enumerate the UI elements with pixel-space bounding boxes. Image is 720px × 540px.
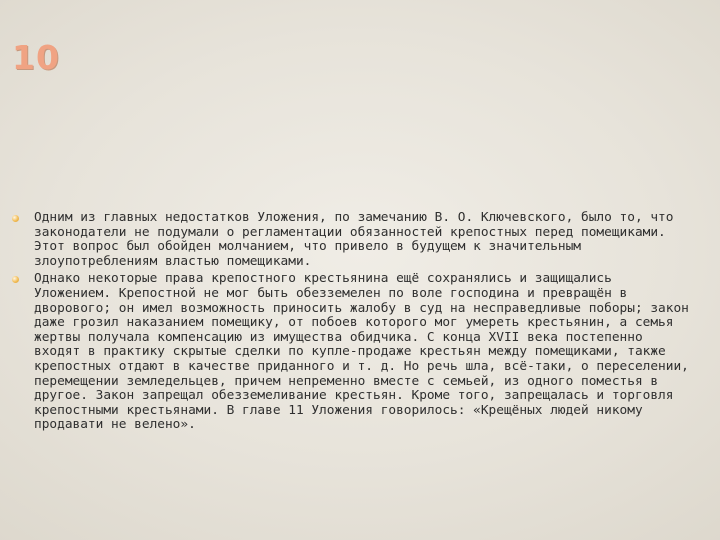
- bullet-item: [0, 272, 690, 433]
- bullet-dot-icon: [12, 215, 19, 222]
- slide-number-title: 10: [12, 38, 60, 77]
- bullet-list: [0, 211, 690, 436]
- bullet-text: Одним из главных недостатков Уложения, по замечанию В. О. Ключевского, было то, что законодатели не подумали о регламентации обязанностей крепостных перед помещиками. Этот вопрос был обойден молчанием, что привело в будущем к значительным злоупотреблениям властью помещиками.: [34, 210, 674, 269]
- bullet-item: [0, 211, 690, 269]
- bullet-dot-icon: [12, 276, 19, 283]
- bullet-text: Однако некоторые права крепостного крестьянина ещё сохранялись и защищались Уложением. Крепостной не мог быть обезземелен по воле господина и превращён в дворового; он имел возможность приносить жалобу в суд на несправедливые поборы; закон даже грозил наказанием помещику, от побоев которого мог умереть крестьянин, а семья жертвы получала компенсацию из имущества обидчика. С конца XVII века постепенно входят в практику скрытые сделки по купле-продаже крестьян между помещиками, также крепостных отдают в качестве приданного и т. д. Но речь шла, всё-таки, о переселении, перемещении земледельцев, причем непременно вместе с семьей, из одного поместья в другое. Закон запрещал обезземеливание крестьян. Кроме того, запрещалась и торговля крепостными крестьянами. В главе 11 Уложения говорилось: «Крещёных людей никому продавати не велено».: [34, 271, 689, 433]
